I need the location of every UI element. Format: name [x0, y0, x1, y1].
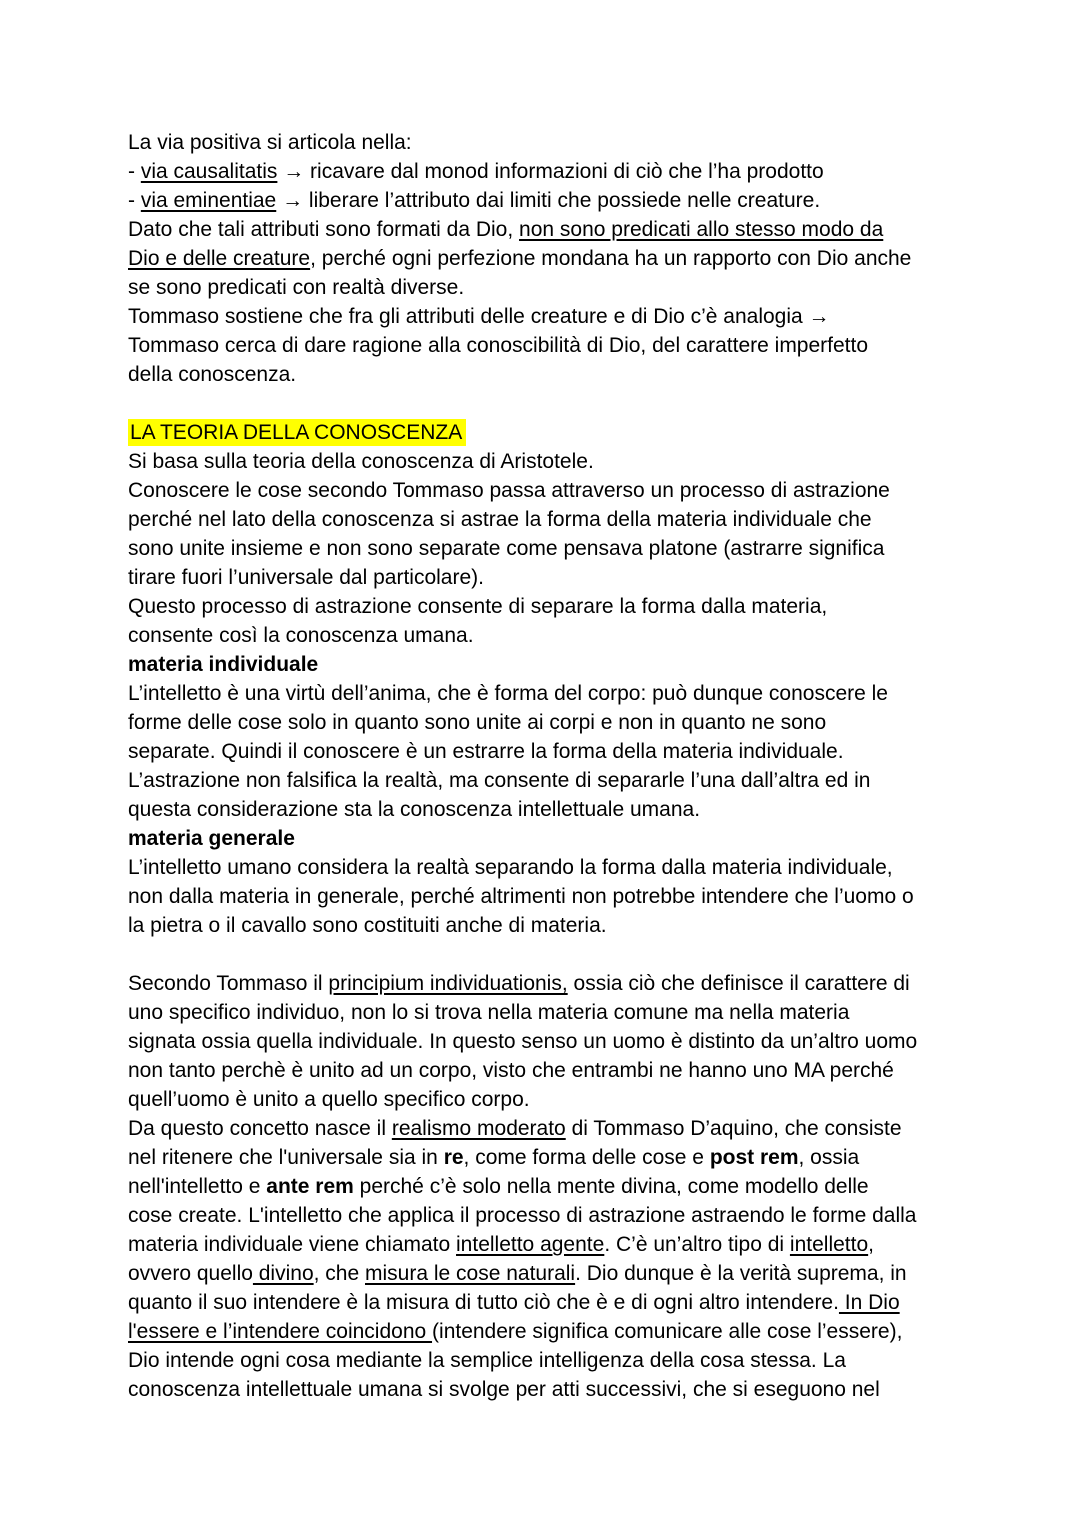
- text-line: [128, 737, 968, 766]
- text-run: Si basa sulla teoria della conoscenza di Aristotele.: [128, 450, 594, 473]
- underlined-term: via eminentiae: [140, 189, 277, 212]
- text-run: Da questo concetto nasce il: [128, 1117, 392, 1140]
- text-run: uno specifico individuo, non lo si trova nella materia comune ma nella materia: [128, 1001, 850, 1024]
- text-run: se sono predicati con realtà diverse.: [128, 276, 465, 299]
- text-run: questa considerazione sta la conoscenza intellettuale umana.: [128, 798, 701, 821]
- text-run: , ossia: [798, 1146, 860, 1169]
- underlined-term: non sono predicati allo stesso modo da: [519, 218, 884, 241]
- underlined-term: principium individuationis,: [328, 972, 568, 995]
- text-line: [128, 1230, 968, 1259]
- underlined-term: intelletto: [789, 1233, 869, 1256]
- text-line: [128, 1143, 968, 1172]
- text-run: Secondo Tommaso il: [128, 972, 329, 995]
- text-line: [128, 1056, 968, 1085]
- bold-term: re: [443, 1146, 464, 1169]
- text-line: [128, 1085, 968, 1114]
- text-run: la pietra o il cavallo sono costituiti anche di materia.: [128, 914, 607, 937]
- underlined-term: via causalitatis: [140, 160, 278, 183]
- text-line: [128, 1346, 968, 1375]
- text-line: [128, 476, 968, 505]
- text-run: quanto il suo intendere è la misura di tutto ciò che è e di ogni altro intendere.: [128, 1291, 839, 1314]
- text-run: Tommaso sostiene che fra gli attributi delle creature e di Dio c’è analogia →: [128, 305, 830, 328]
- text-line: [128, 795, 968, 824]
- text-run: , perché ogni perfezione mondana ha un rapporto con Dio anche: [310, 247, 912, 270]
- text-line: [128, 302, 968, 331]
- underlined-term: l'essere e l’intendere coincidono: [128, 1320, 433, 1343]
- text-line: [128, 650, 968, 679]
- text-run: L’intelletto è una virtù dell’anima, che è forma del corpo: può dunque conoscere le: [128, 682, 888, 705]
- text-line: [128, 592, 968, 621]
- text-run: ossia ciò che definisce il carattere di: [567, 972, 910, 995]
- text-run: sono unite insieme e non sono separate come pensava platone (astrarre significa: [128, 537, 885, 560]
- text-line: [128, 244, 968, 273]
- bold-term: post rem: [709, 1146, 799, 1169]
- text-line: [128, 1201, 968, 1230]
- text-run: nel ritenere che l'universale sia in: [128, 1146, 444, 1169]
- text-run: perché c’è solo nella mente divina, come modello delle: [353, 1175, 869, 1198]
- text-line: [128, 708, 968, 737]
- text-run: signata ossia quella individuale. In questo senso un uomo è distinto da un’altro uomo: [128, 1030, 918, 1053]
- text-line: [128, 273, 968, 302]
- blank-line: [128, 389, 968, 418]
- text-run: -: [128, 189, 141, 212]
- text-line: [128, 331, 968, 360]
- text-line: [128, 853, 968, 882]
- underlined-term: divino: [252, 1262, 314, 1285]
- text-run: . Dio dunque è la verità suprema, in: [575, 1262, 907, 1285]
- text-run: materia individuale viene chiamato: [128, 1233, 457, 1256]
- text-line: [128, 563, 968, 592]
- text-line: [128, 360, 968, 389]
- text-line: [128, 969, 968, 998]
- text-run: , come forma delle cose e: [463, 1146, 710, 1169]
- underlined-term: realismo moderato: [391, 1117, 566, 1140]
- text-line: [128, 911, 968, 940]
- text-line: [128, 1375, 968, 1404]
- text-run: consente così la conoscenza umana.: [128, 624, 474, 647]
- blank-line: [128, 940, 968, 969]
- text-run: La via positiva si articola nella:: [128, 131, 412, 154]
- text-line: [128, 1259, 968, 1288]
- underlined-term: intelletto agente: [456, 1233, 605, 1256]
- highlighted-heading: LA TEORIA DELLA CONOSCENZA: [128, 419, 466, 446]
- text-run: tirare fuori l’universale dal particolare).: [128, 566, 484, 589]
- underlined-term: misura le cose naturali: [365, 1262, 576, 1285]
- text-run: ,: [868, 1233, 874, 1256]
- text-line: [128, 824, 968, 853]
- text-run: L’astrazione non falsifica la realtà, ma consente di separarle l’una dall’altra ed in: [128, 769, 871, 792]
- text-run: -: [128, 160, 141, 183]
- text-line: [128, 186, 968, 215]
- bold-term: materia individuale: [128, 653, 319, 676]
- text-run: separate. Quindi il conoscere è un estrarre la forma della materia individuale.: [128, 740, 844, 763]
- text-run: forme delle cose solo in quanto sono unite ai corpi e non in quanto ne sono: [128, 711, 827, 734]
- text-line: [128, 1317, 968, 1346]
- text-line: [128, 505, 968, 534]
- text-run: → liberare l’attributo dai limiti che possiede nelle creature.: [276, 189, 821, 212]
- text-run: quell’uomo è unito a quello specifico corpo.: [128, 1088, 530, 1111]
- text-run: non tanto perchè è unito ad un corpo, visto che entrambi ne hanno uno MA perché: [128, 1059, 894, 1082]
- text-run: nell'intelletto e: [128, 1175, 267, 1198]
- text-run: ovvero quello: [128, 1262, 253, 1285]
- text-run: cose create. L'intelletto che applica il processo di astrazione astraendo le forme dalla: [128, 1204, 917, 1227]
- text-line: [128, 679, 968, 708]
- text-run: perché nel lato della conoscenza si astrae la forma della materia individuale che: [128, 508, 872, 531]
- text-line: [128, 1114, 968, 1143]
- text-run: della conoscenza.: [128, 363, 297, 386]
- bold-term: materia generale: [128, 827, 295, 850]
- text-line: [128, 534, 968, 563]
- text-line: [128, 157, 968, 186]
- text-line: [128, 1288, 968, 1317]
- text-line: [128, 215, 968, 244]
- text-line: [128, 882, 968, 911]
- text-line: [128, 998, 968, 1027]
- text-run: non dalla materia in generale, perché altrimenti non potrebbe intendere che l’uomo o: [128, 885, 914, 908]
- text-line: [128, 418, 968, 447]
- text-line: [128, 1172, 968, 1201]
- text-run: Dato che tali attributi sono formati da Dio,: [128, 218, 520, 241]
- text-line: [128, 766, 968, 795]
- text-run: Questo processo di astrazione consente di separare la forma dalla materia,: [128, 595, 828, 618]
- text-line: [128, 447, 968, 476]
- text-run: (intendere significa comunicare alle cose l’essere),: [432, 1320, 903, 1343]
- text-line: [128, 1027, 968, 1056]
- text-run: . C’è un’altro tipo di: [604, 1233, 790, 1256]
- bold-term: ante rem: [266, 1175, 354, 1198]
- underlined-term: Dio e delle creature: [128, 247, 311, 270]
- text-run: di Tommaso D’aquino, che consiste: [565, 1117, 902, 1140]
- text-run: L’intelletto umano considera la realtà separando la forma dalla materia individuale,: [128, 856, 893, 879]
- text-run: Conoscere le cose secondo Tommaso passa attraverso un processo di astrazione: [128, 479, 890, 502]
- underlined-term: In Dio: [838, 1291, 900, 1314]
- text-run: , che: [313, 1262, 365, 1285]
- text-run: conoscenza intellettuale umana si svolge per atti successivi, che si eseguono nel: [128, 1378, 880, 1401]
- text-run: Tommaso cerca di dare ragione alla conoscibilità di Dio, del carattere imperfetto: [128, 334, 869, 357]
- document-text: [128, 128, 968, 1404]
- text-run: Dio intende ogni cosa mediante la semplice intelligenza della cosa stessa. La: [128, 1349, 846, 1372]
- text-line: [128, 128, 968, 157]
- text-run: → ricavare dal monod informazioni di ciò che l’ha prodotto: [277, 160, 824, 183]
- text-line: [128, 621, 968, 650]
